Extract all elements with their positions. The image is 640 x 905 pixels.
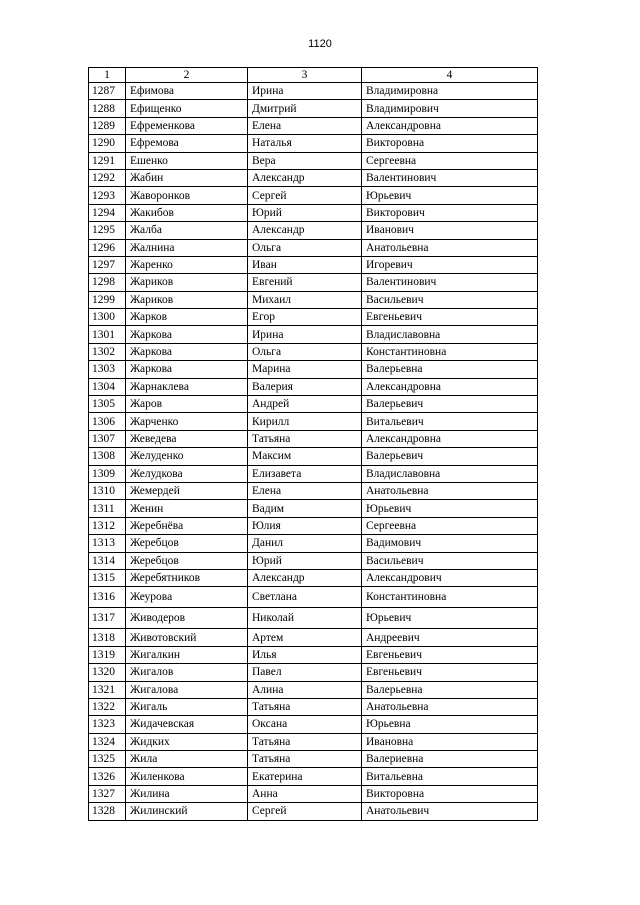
cell-first-name: Данил (248, 535, 362, 552)
cell-patronymic: Валентинович (362, 274, 538, 291)
cell-surname: Женин (126, 500, 248, 517)
cell-surname: Желудкова (126, 465, 248, 482)
registry-table (88, 67, 538, 821)
cell-first-name: Александр (248, 222, 362, 239)
cell-first-name: Юрий (248, 552, 362, 569)
cell-patronymic: Валентинович (362, 169, 538, 186)
cell-first-name: Максим (248, 448, 362, 465)
cell-row-number: 1327 (89, 785, 126, 802)
cell-patronymic: Константиновна (362, 343, 538, 360)
cell-first-name: Илья (248, 646, 362, 663)
table-row (89, 629, 538, 646)
cell-surname: Жарченко (126, 413, 248, 430)
cell-row-number: 1292 (89, 169, 126, 186)
cell-surname: Жалба (126, 222, 248, 239)
cell-first-name: Артем (248, 629, 362, 646)
cell-first-name: Анна (248, 785, 362, 802)
cell-first-name: Дмитрий (248, 100, 362, 117)
cell-patronymic: Васильевич (362, 552, 538, 569)
table-row (89, 222, 538, 239)
table-row (89, 716, 538, 733)
cell-first-name: Николай (248, 608, 362, 629)
cell-patronymic: Владимировна (362, 83, 538, 100)
cell-row-number: 1316 (89, 587, 126, 608)
table-row (89, 430, 538, 447)
cell-surname: Жабин (126, 169, 248, 186)
cell-surname: Жигаль (126, 698, 248, 715)
cell-patronymic: Игоревич (362, 256, 538, 273)
cell-first-name: Сергей (248, 187, 362, 204)
cell-surname: Ефременкова (126, 117, 248, 134)
cell-surname: Жаренко (126, 256, 248, 273)
cell-surname: Жеребнёва (126, 517, 248, 534)
cell-first-name: Марина (248, 361, 362, 378)
table-row (89, 482, 538, 499)
cell-row-number: 1322 (89, 698, 126, 715)
column-header-4: 4 (362, 68, 538, 83)
column-header-3: 3 (248, 68, 362, 83)
table-row (89, 803, 538, 820)
cell-patronymic: Васильевич (362, 291, 538, 308)
cell-surname: Жаркова (126, 343, 248, 360)
cell-patronymic: Евгеньевич (362, 309, 538, 326)
cell-patronymic: Анатольевич (362, 803, 538, 820)
cell-surname: Жеурова (126, 587, 248, 608)
cell-row-number: 1311 (89, 500, 126, 517)
cell-patronymic: Владиславовна (362, 326, 538, 343)
cell-first-name: Ирина (248, 326, 362, 343)
cell-row-number: 1310 (89, 482, 126, 499)
cell-row-number: 1300 (89, 309, 126, 326)
cell-row-number: 1288 (89, 100, 126, 117)
cell-surname: Жеребятников (126, 569, 248, 586)
cell-first-name: Оксана (248, 716, 362, 733)
cell-first-name: Светлана (248, 587, 362, 608)
cell-patronymic: Валерьевна (362, 681, 538, 698)
table-row (89, 204, 538, 221)
cell-surname: Жемердей (126, 482, 248, 499)
table-row (89, 664, 538, 681)
cell-patronymic: Анатольевна (362, 482, 538, 499)
cell-row-number: 1296 (89, 239, 126, 256)
cell-surname: Жилина (126, 785, 248, 802)
table-row (89, 500, 538, 517)
cell-patronymic: Евгеньевич (362, 646, 538, 663)
cell-first-name: Андрей (248, 396, 362, 413)
cell-patronymic: Анатольевна (362, 239, 538, 256)
cell-first-name: Татьяна (248, 751, 362, 768)
cell-surname: Жигалкин (126, 646, 248, 663)
cell-row-number: 1293 (89, 187, 126, 204)
cell-patronymic: Викторовна (362, 135, 538, 152)
cell-surname: Жидких (126, 733, 248, 750)
cell-first-name: Евгений (248, 274, 362, 291)
cell-first-name: Александр (248, 169, 362, 186)
cell-row-number: 1325 (89, 751, 126, 768)
cell-surname: Жаров (126, 396, 248, 413)
table-row (89, 768, 538, 785)
cell-surname: Жарнаклева (126, 378, 248, 395)
cell-row-number: 1317 (89, 608, 126, 629)
cell-surname: Жидачевская (126, 716, 248, 733)
cell-row-number: 1307 (89, 430, 126, 447)
cell-row-number: 1318 (89, 629, 126, 646)
table-row (89, 413, 538, 430)
cell-row-number: 1301 (89, 326, 126, 343)
table-row (89, 448, 538, 465)
cell-patronymic: Александровна (362, 378, 538, 395)
cell-patronymic: Александрович (362, 569, 538, 586)
cell-patronymic: Юрьевич (362, 187, 538, 204)
table-row (89, 100, 538, 117)
cell-patronymic: Иванович (362, 222, 538, 239)
cell-patronymic: Витальевич (362, 413, 538, 430)
cell-patronymic: Сергеевна (362, 517, 538, 534)
cell-first-name: Наталья (248, 135, 362, 152)
cell-patronymic: Викторович (362, 204, 538, 221)
cell-surname: Ешенко (126, 152, 248, 169)
cell-surname: Ефимова (126, 83, 248, 100)
cell-row-number: 1305 (89, 396, 126, 413)
cell-row-number: 1294 (89, 204, 126, 221)
cell-first-name: Ольга (248, 343, 362, 360)
table-row (89, 152, 538, 169)
cell-first-name: Вадим (248, 500, 362, 517)
cell-patronymic: Валерьевич (362, 448, 538, 465)
cell-patronymic: Валерьевич (362, 396, 538, 413)
table-row (89, 274, 538, 291)
cell-row-number: 1303 (89, 361, 126, 378)
cell-patronymic: Викторовна (362, 785, 538, 802)
table-row (89, 608, 538, 629)
cell-first-name: Кирилл (248, 413, 362, 430)
table-row (89, 396, 538, 413)
cell-first-name: Алина (248, 681, 362, 698)
cell-first-name: Иван (248, 256, 362, 273)
cell-first-name: Ирина (248, 83, 362, 100)
cell-row-number: 1298 (89, 274, 126, 291)
cell-patronymic: Владимирович (362, 100, 538, 117)
cell-surname: Жиленкова (126, 768, 248, 785)
cell-row-number: 1324 (89, 733, 126, 750)
table-row (89, 256, 538, 273)
cell-surname: Жалнина (126, 239, 248, 256)
table-row (89, 681, 538, 698)
cell-row-number: 1326 (89, 768, 126, 785)
table-row (89, 751, 538, 768)
cell-patronymic: Ивановна (362, 733, 538, 750)
cell-surname: Жарков (126, 309, 248, 326)
cell-first-name: Татьяна (248, 733, 362, 750)
table-row (89, 569, 538, 586)
cell-first-name: Сергей (248, 803, 362, 820)
cell-surname: Ефремова (126, 135, 248, 152)
cell-surname: Животовский (126, 629, 248, 646)
cell-first-name: Михаил (248, 291, 362, 308)
table-row (89, 646, 538, 663)
table-row (89, 309, 538, 326)
cell-patronymic: Валерьевна (362, 361, 538, 378)
cell-first-name: Валерия (248, 378, 362, 395)
table-body (89, 83, 538, 821)
cell-row-number: 1306 (89, 413, 126, 430)
cell-first-name: Татьяна (248, 430, 362, 447)
cell-patronymic: Юрьевич (362, 500, 538, 517)
table-row (89, 169, 538, 186)
cell-surname: Жилинский (126, 803, 248, 820)
cell-patronymic: Александровна (362, 117, 538, 134)
cell-row-number: 1290 (89, 135, 126, 152)
cell-surname: Жигалов (126, 664, 248, 681)
cell-surname: Жеребцов (126, 535, 248, 552)
cell-surname: Жаркова (126, 326, 248, 343)
table-row (89, 785, 538, 802)
cell-surname: Жаркова (126, 361, 248, 378)
table-header-row (89, 68, 538, 83)
table-row (89, 378, 538, 395)
cell-row-number: 1323 (89, 716, 126, 733)
cell-row-number: 1313 (89, 535, 126, 552)
cell-surname: Ефищенко (126, 100, 248, 117)
cell-row-number: 1295 (89, 222, 126, 239)
cell-patronymic: Александровна (362, 430, 538, 447)
cell-surname: Жигалова (126, 681, 248, 698)
cell-row-number: 1314 (89, 552, 126, 569)
cell-surname: Жариков (126, 274, 248, 291)
cell-row-number: 1309 (89, 465, 126, 482)
cell-surname: Жила (126, 751, 248, 768)
cell-first-name: Елена (248, 117, 362, 134)
cell-row-number: 1297 (89, 256, 126, 273)
cell-row-number: 1299 (89, 291, 126, 308)
cell-first-name: Павел (248, 664, 362, 681)
table-row (89, 326, 538, 343)
cell-row-number: 1308 (89, 448, 126, 465)
cell-first-name: Александр (248, 569, 362, 586)
table-row (89, 239, 538, 256)
cell-first-name: Вера (248, 152, 362, 169)
table-row (89, 361, 538, 378)
cell-patronymic: Вадимович (362, 535, 538, 552)
table-row (89, 465, 538, 482)
table-row (89, 552, 538, 569)
column-header-1: 1 (89, 68, 126, 83)
cell-row-number: 1328 (89, 803, 126, 820)
cell-row-number: 1291 (89, 152, 126, 169)
table-row (89, 187, 538, 204)
table-row (89, 733, 538, 750)
cell-first-name: Егор (248, 309, 362, 326)
cell-first-name: Екатерина (248, 768, 362, 785)
cell-row-number: 1312 (89, 517, 126, 534)
cell-surname: Желуденко (126, 448, 248, 465)
cell-surname: Жеребцов (126, 552, 248, 569)
cell-row-number: 1302 (89, 343, 126, 360)
cell-patronymic: Валериевна (362, 751, 538, 768)
cell-patronymic: Евгеньевич (362, 664, 538, 681)
cell-patronymic: Юрьевна (362, 716, 538, 733)
cell-row-number: 1287 (89, 83, 126, 100)
cell-patronymic: Витальевна (362, 768, 538, 785)
cell-row-number: 1321 (89, 681, 126, 698)
table-row (89, 698, 538, 715)
table-row (89, 291, 538, 308)
cell-row-number: 1319 (89, 646, 126, 663)
cell-surname: Жакибов (126, 204, 248, 221)
cell-row-number: 1289 (89, 117, 126, 134)
table-row (89, 517, 538, 534)
cell-first-name: Елизавета (248, 465, 362, 482)
column-header-2: 2 (126, 68, 248, 83)
table-row (89, 135, 538, 152)
cell-patronymic: Сергеевна (362, 152, 538, 169)
cell-first-name: Татьяна (248, 698, 362, 715)
cell-surname: Жариков (126, 291, 248, 308)
cell-patronymic: Константиновна (362, 587, 538, 608)
cell-first-name: Елена (248, 482, 362, 499)
cell-patronymic: Анатольевна (362, 698, 538, 715)
cell-patronymic: Андреевич (362, 629, 538, 646)
table-row (89, 587, 538, 608)
table-row (89, 83, 538, 100)
cell-first-name: Ольга (248, 239, 362, 256)
table-row (89, 117, 538, 134)
cell-surname: Живодеров (126, 608, 248, 629)
cell-first-name: Юлия (248, 517, 362, 534)
table-row (89, 343, 538, 360)
cell-surname: Жеведева (126, 430, 248, 447)
cell-row-number: 1320 (89, 664, 126, 681)
cell-row-number: 1304 (89, 378, 126, 395)
cell-row-number: 1315 (89, 569, 126, 586)
cell-surname: Жаворонков (126, 187, 248, 204)
cell-first-name: Юрий (248, 204, 362, 221)
cell-patronymic: Юрьевич (362, 608, 538, 629)
cell-patronymic: Владиславовна (362, 465, 538, 482)
table-row (89, 535, 538, 552)
page-number: 1120 (308, 38, 332, 50)
